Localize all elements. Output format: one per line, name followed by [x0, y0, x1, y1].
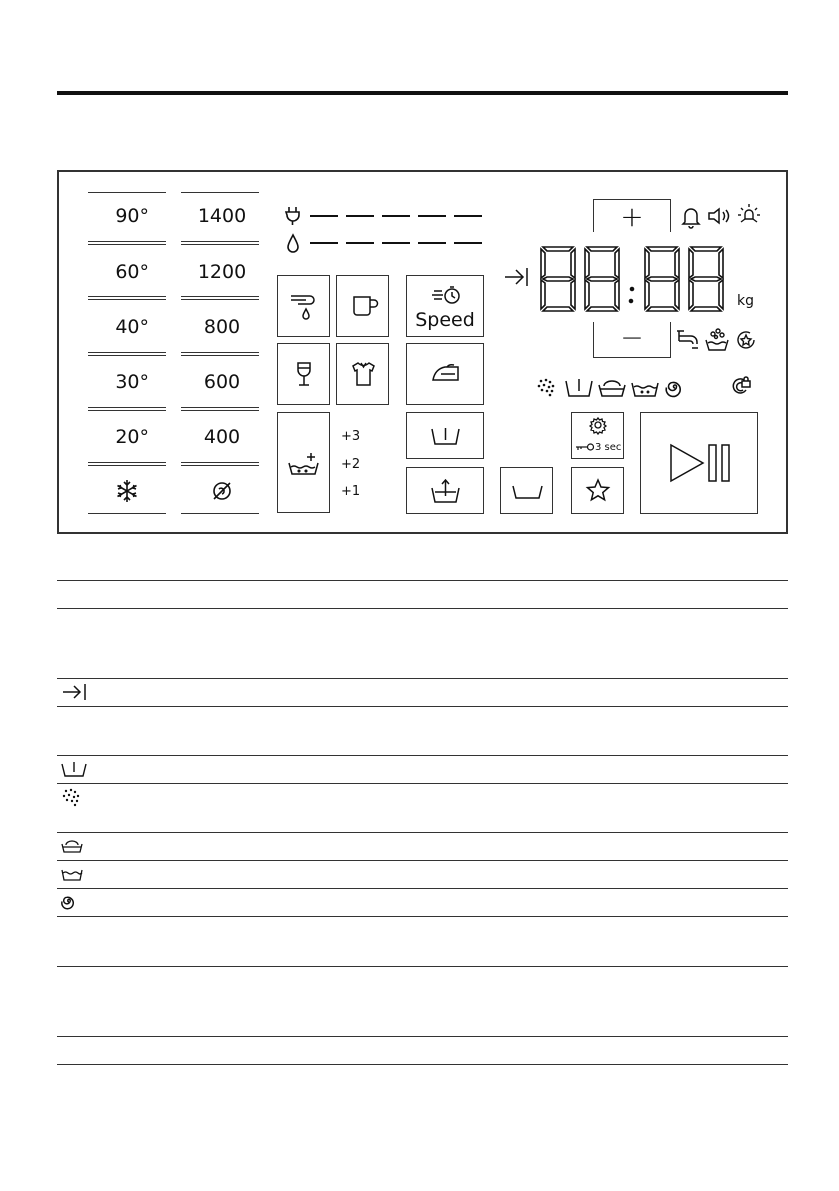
water-bar	[346, 242, 374, 244]
table-rule	[57, 1036, 788, 1037]
plug-icon	[285, 206, 301, 226]
key-icon	[575, 442, 595, 452]
light-icon	[736, 202, 762, 228]
divider	[88, 192, 166, 193]
energy-bar	[346, 215, 374, 217]
water-plus-icon	[278, 413, 331, 514]
control-panel	[57, 170, 788, 534]
wash-icon	[60, 865, 84, 883]
table-rule	[57, 916, 788, 917]
plus-button[interactable]	[593, 199, 671, 232]
wine-option-button[interactable]	[277, 343, 330, 405]
cup-icon	[337, 276, 390, 338]
divider	[181, 192, 259, 193]
minus-label: −	[620, 321, 644, 354]
table-rule	[57, 783, 788, 784]
temp-20-button[interactable]: 20°	[115, 426, 149, 448]
minus-button[interactable]	[593, 322, 671, 358]
table-rule	[57, 678, 788, 679]
water-level-1: +1	[341, 484, 361, 499]
wine-glass-icon	[278, 344, 331, 406]
kg-label: kg	[737, 293, 754, 309]
end-time-icon	[503, 266, 529, 288]
table-rule	[57, 860, 788, 861]
end-time-icon	[60, 682, 88, 702]
water-plus-button[interactable]	[277, 412, 330, 513]
drain-icon	[407, 468, 485, 515]
spin-icon	[60, 892, 80, 912]
basin-button[interactable]	[500, 467, 553, 514]
water-drop-icon	[285, 234, 301, 254]
top-rule	[57, 91, 788, 95]
iron-icon	[407, 344, 485, 406]
divider	[181, 462, 259, 466]
detergent-icon	[704, 328, 730, 352]
divider	[88, 352, 166, 356]
divider	[181, 513, 259, 514]
divider	[88, 241, 166, 245]
energy-bar	[418, 215, 446, 217]
temp-60-button[interactable]: 60°	[115, 261, 149, 283]
bell-icon	[678, 203, 704, 229]
wash-status-icon	[630, 375, 660, 399]
spin-1400-button[interactable]: 1400	[197, 205, 247, 227]
spin-status-icon	[664, 376, 686, 398]
water-bar	[454, 242, 482, 244]
self-clean-icon	[734, 328, 758, 352]
divider	[88, 462, 166, 466]
temp-90-button[interactable]: 90°	[115, 205, 149, 227]
start-pause-button[interactable]	[640, 412, 758, 514]
table-rule	[57, 706, 788, 707]
rinse-icon	[60, 759, 88, 779]
speed-button[interactable]	[406, 275, 484, 337]
volume-icon	[706, 204, 734, 228]
drain-button[interactable]	[406, 467, 484, 514]
rinse-status-icon	[564, 375, 594, 399]
speed-label: Speed	[415, 309, 475, 331]
spin-1200-button[interactable]: 1200	[197, 261, 247, 283]
basin-icon	[501, 468, 554, 515]
water-bar	[310, 242, 338, 244]
table-rule	[57, 1064, 788, 1065]
divider	[88, 513, 166, 514]
play-pause-icon	[641, 413, 759, 515]
table-rule	[57, 580, 788, 581]
table-rule	[57, 832, 788, 833]
soak-icon	[60, 837, 84, 855]
divider	[88, 296, 166, 300]
table-rule	[57, 755, 788, 756]
seven-segment-display	[537, 245, 737, 313]
rinse-button[interactable]	[406, 412, 484, 459]
temp-30-button[interactable]: 30°	[115, 371, 149, 393]
energy-bar	[382, 215, 410, 217]
plus-label: +	[620, 200, 644, 233]
shirt-icon	[337, 344, 390, 406]
favorite-button[interactable]	[571, 467, 624, 514]
spin-400-button[interactable]: 400	[203, 426, 241, 448]
snowflake-icon[interactable]	[115, 479, 139, 503]
steam-icon	[60, 787, 84, 809]
water-bar	[418, 242, 446, 244]
tap-icon	[676, 328, 702, 352]
water-level-2: +2	[341, 457, 361, 472]
spin-800-button[interactable]: 800	[203, 316, 241, 338]
child-lock-button[interactable]	[571, 412, 624, 459]
table-rule	[57, 966, 788, 967]
table-rule	[57, 608, 788, 609]
soak-status-icon	[597, 375, 627, 399]
cup-option-button[interactable]	[336, 275, 389, 337]
lock-caption: 3 sec	[595, 442, 622, 453]
stain-icon	[278, 276, 331, 338]
divider	[181, 407, 259, 411]
temp-40-button[interactable]: 40°	[115, 316, 149, 338]
spin-600-button[interactable]: 600	[203, 371, 241, 393]
door-lock-icon	[729, 375, 753, 399]
table-rule	[57, 888, 788, 889]
divider	[181, 296, 259, 300]
water-bar	[382, 242, 410, 244]
stain-option-button[interactable]	[277, 275, 330, 337]
water-level-3: +3	[341, 429, 361, 444]
divider	[181, 241, 259, 245]
energy-bar	[310, 215, 338, 217]
energy-bar	[454, 215, 482, 217]
star-icon	[572, 468, 625, 515]
rinse-icon	[407, 413, 485, 460]
no-spin-icon[interactable]	[210, 479, 234, 503]
steam-icon	[535, 376, 557, 398]
divider	[181, 352, 259, 356]
easy-iron-button[interactable]	[406, 343, 484, 405]
divider	[88, 407, 166, 411]
shirt-option-button[interactable]	[336, 343, 389, 405]
